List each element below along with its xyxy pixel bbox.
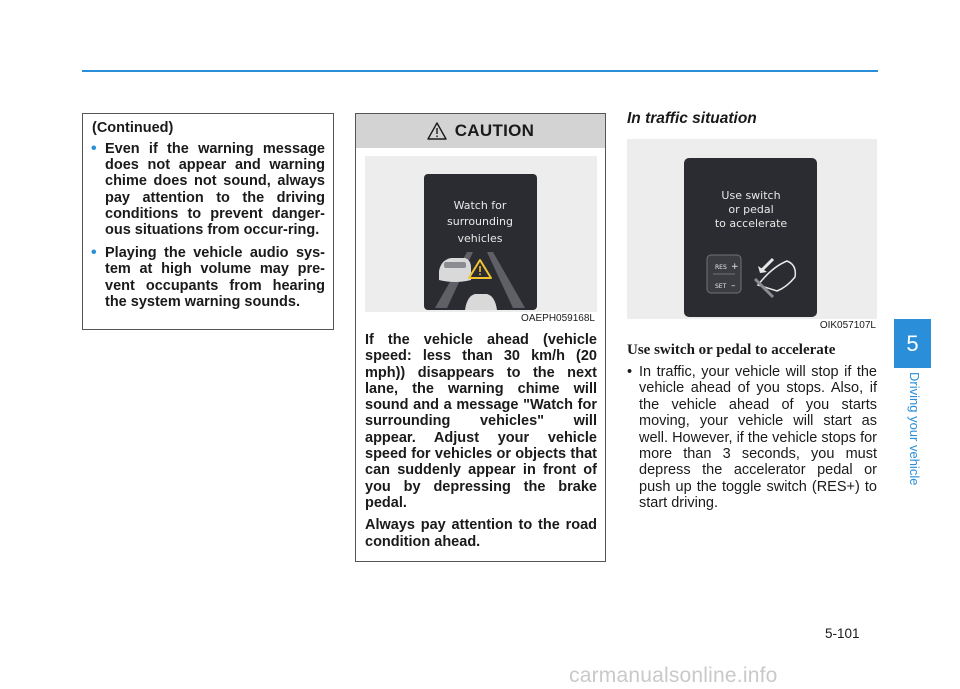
caution-text: [365, 332, 597, 550]
caution-title: CAUTION: [454, 121, 535, 140]
display-message-line: surrounding: [447, 215, 513, 228]
body-list: [627, 364, 877, 512]
display-message-line: or pedal: [728, 203, 774, 216]
warning-list: [91, 141, 325, 310]
switch-sign: +: [731, 262, 739, 272]
display-message-line: to accelerate: [714, 217, 788, 230]
switch-sign: –: [731, 281, 736, 291]
caution-box: [355, 113, 606, 562]
page-number: 5-101: [825, 626, 860, 641]
display-message-line: Watch for: [453, 199, 507, 212]
warning-item: • Even if the warning message does not appear and warning chime does not sound, always pay attention to the driving conditions to prevent danger-ous situations from occur-ring.: [91, 141, 325, 238]
figure-code: OIK057107L: [819, 320, 876, 331]
caution-header: [356, 114, 605, 148]
subsection-heading: Use switch or pedal to accelerate: [627, 342, 836, 358]
toggle-switch-icon: [707, 255, 741, 293]
body-bullet: • In traffic, your vehicle will stop if the vehicle ahead of you stops. Also, if the vehicle ahead of you starts moving, your vehicle will start as well. However, if the vehicle stops for more than 3 seconds, you must depress the accelerator pedal or push up the toggle switch (RES+) to start driving.: [627, 364, 877, 512]
continued-label: (Continued): [92, 120, 174, 136]
cluster-display-illustration: [365, 156, 597, 312]
section-heading: In traffic situation: [627, 110, 757, 127]
traffic-illustration: [627, 139, 877, 319]
switch-label: RES: [715, 264, 727, 271]
warning-box: [82, 113, 334, 330]
accelerate-display-illustration: [627, 139, 877, 319]
switch-label: SET: [715, 283, 727, 290]
display-message-line: vehicles: [457, 232, 503, 245]
caution-paragraph: If the vehicle ahead (vehicle speed: less than 30 km/h (20 mph)) disappears to the next lane, the warning chime will sound and a message "Watch for surrounding vehicles" will appear. Adjust your vehicle speed for vehicles or objects that can suddenly appear in front of you by depressing the brake pedal.: [365, 332, 597, 511]
watermark: carmanualsonline.info: [569, 664, 778, 687]
chapter-number-tab: 5: [894, 319, 931, 368]
caution-paragraph: Always pay attention to the road condition ahead.: [365, 517, 597, 550]
car-icon: [439, 258, 471, 282]
chapter-title: Driving your vehicle: [907, 372, 922, 486]
display-message-line: Use switch: [721, 189, 781, 202]
warning-item: • Playing the vehicle audio sys-tem at high volume may pre-vent occupants from hearing the system warning sounds.: [91, 245, 325, 310]
caution-illustration: [365, 156, 597, 312]
figure-code: OAEPH059168L: [521, 313, 595, 324]
warning-triangle-icon: [427, 122, 447, 140]
header-rule: [82, 70, 878, 72]
